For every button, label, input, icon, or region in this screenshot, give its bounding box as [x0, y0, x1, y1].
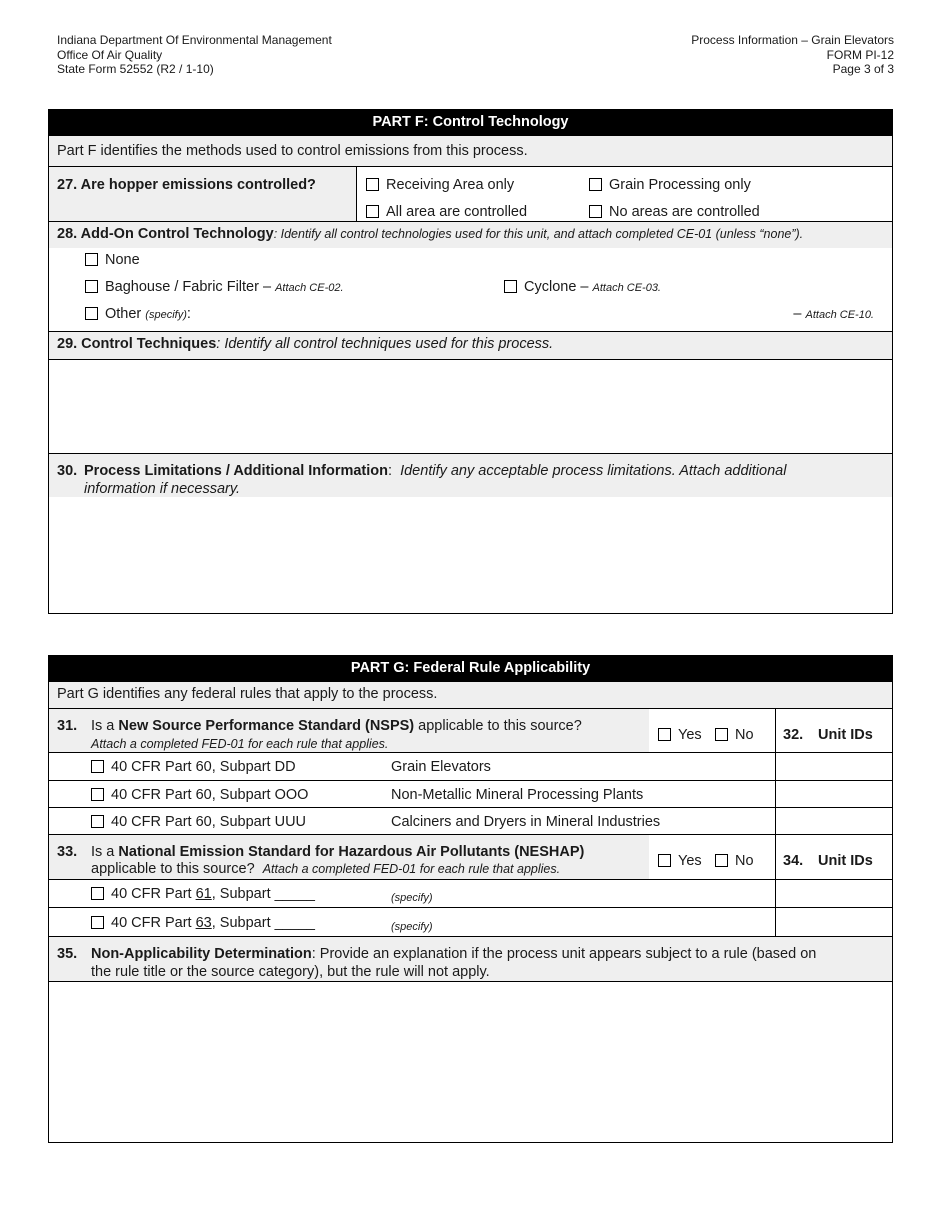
q28-row — [49, 221, 892, 331]
neshap-yes-checkbox[interactable] — [658, 854, 671, 867]
q30-number: 30. — [57, 463, 78, 479]
q33-yes[interactable]: Yes — [658, 853, 702, 870]
q27-option-all-areas[interactable]: All area are controlled — [366, 204, 527, 221]
q31-divider — [775, 709, 776, 752]
nsps-rule-dd[interactable]: 40 CFR Part 60, Subpart DD — [91, 759, 296, 776]
q32-number: 32. — [783, 727, 804, 743]
q31-yes[interactable]: Yes — [658, 727, 702, 744]
part-g-intro: Part G identifies any federal rules that apply to the process. — [57, 686, 438, 702]
q27-option-receiving[interactable]: Receiving Area only — [366, 177, 514, 194]
row-divider — [775, 781, 776, 807]
part-g-table — [48, 655, 893, 1143]
q28-option-cyclone[interactable]: Cyclone – Attach CE-03. — [504, 279, 661, 297]
part-f-title: PART F: Control Technology — [49, 110, 892, 135]
all-areas-checkbox[interactable] — [366, 205, 379, 218]
other-checkbox[interactable] — [85, 307, 98, 320]
q27-divider — [356, 167, 357, 221]
part-61-checkbox[interactable] — [91, 887, 104, 900]
q31-row — [49, 708, 892, 752]
q28-option-baghouse[interactable]: Baghouse / Fabric Filter – Attach CE-02. — [85, 279, 344, 297]
form-id: FORM PI-12 — [826, 47, 894, 62]
q30-label: Process Limitations / Additional Information: Identify any acceptable process limitations. Attach additional — [84, 463, 787, 479]
row-divider — [775, 908, 776, 936]
nsps-row — [49, 807, 892, 834]
q35-number: 35. — [57, 946, 78, 962]
part-f-table — [48, 109, 893, 614]
q35-label-row — [49, 936, 892, 981]
agency-name: Indiana Department Of Environmental Management — [57, 33, 332, 47]
nsps-desc-ooo: Non-Metallic Mineral Processing Plants — [391, 787, 644, 803]
nsps-desc-uuu: Calciners and Dryers in Mineral Industries — [391, 814, 661, 830]
q33-question: Is a National Emission Standard for Hazardous Air Pollutants (NESHAP) — [91, 844, 585, 860]
page-number: Page 3 of 3 — [832, 62, 894, 76]
part-f-intro: Part F identifies the methods used to control emissions from this process. — [57, 143, 528, 159]
q33-row — [49, 834, 892, 879]
q28-option-other[interactable]: Other (specify): — [85, 306, 191, 324]
neshap-row — [49, 879, 892, 907]
q29-label-row — [49, 331, 892, 359]
q34-number: 34. — [783, 853, 804, 869]
neshap-no-checkbox[interactable] — [715, 854, 728, 867]
part-g-title: PART G: Federal Rule Applicability — [49, 656, 892, 681]
neshap-specify-63: (specify) — [391, 921, 433, 933]
nsps-row — [49, 752, 892, 780]
q35-label: Non-Applicability Determination: Provide an explanation if the process unit appears subject to a rule (based on — [91, 946, 817, 962]
grain-processing-checkbox[interactable] — [589, 178, 602, 191]
q33-line2: applicable to this source? Attach a completed FED-01 for each rule that applies. — [91, 861, 561, 877]
nsps-rule-uuu[interactable]: 40 CFR Part 60, Subpart UUU — [91, 814, 306, 831]
nsps-rule-ooo[interactable]: 40 CFR Part 60, Subpart OOO — [91, 787, 308, 804]
none-checkbox[interactable] — [85, 253, 98, 266]
q31-number: 31. — [57, 718, 78, 734]
q27-label: 27. Are hopper emissions controlled? — [57, 177, 316, 193]
q33-number: 33. — [57, 844, 78, 860]
receiving-area-checkbox[interactable] — [366, 178, 379, 191]
no-areas-checkbox[interactable] — [589, 205, 602, 218]
form-title: Process Information – Grain Elevators — [691, 33, 894, 47]
q29-label: 29. Control Techniques: Identify all control techniques used for this process. — [57, 336, 554, 352]
row-divider — [775, 808, 776, 834]
q34-label: Unit IDs — [818, 853, 873, 869]
part-f-intro-row — [49, 135, 892, 166]
neshap-specify-61: (specify) — [391, 892, 433, 904]
part-63-checkbox[interactable] — [91, 916, 104, 929]
subpart-uuu-checkbox[interactable] — [91, 815, 104, 828]
q27-row — [49, 166, 892, 221]
nsps-desc-dd: Grain Elevators — [391, 759, 491, 775]
state-form-number: State Form 52552 (R2 / 1-10) — [57, 62, 214, 76]
q30-answer-area[interactable] — [49, 497, 892, 611]
q33-no[interactable]: No — [715, 853, 754, 870]
neshap-rule-61[interactable]: 40 CFR Part 61, Subpart _____ — [91, 886, 315, 903]
q33-divider — [775, 835, 776, 879]
row-divider — [775, 880, 776, 907]
q29-answer-area[interactable] — [49, 359, 892, 453]
q35-answer-area[interactable] — [49, 981, 892, 1141]
q27-label-cell — [49, 167, 356, 221]
cyclone-checkbox[interactable] — [504, 280, 517, 293]
nsps-no-checkbox[interactable] — [715, 728, 728, 741]
q30-label-row — [49, 453, 892, 497]
q30-instruction-line2: information if necessary. — [84, 481, 241, 497]
q28-other-attach: – Attach CE-10. — [793, 306, 874, 322]
q31-no[interactable]: No — [715, 727, 754, 744]
neshap-rule-63[interactable]: 40 CFR Part 63, Subpart _____ — [91, 915, 315, 932]
nsps-yes-checkbox[interactable] — [658, 728, 671, 741]
q35-line2: the rule title or the source category), but the rule will not apply. — [91, 964, 490, 980]
nsps-row — [49, 780, 892, 807]
form-header-left — [57, 33, 332, 77]
q27-option-grain-processing[interactable]: Grain Processing only — [589, 177, 751, 194]
office-name: Office Of Air Quality — [57, 47, 163, 62]
q32-label: Unit IDs — [818, 727, 873, 743]
row-divider — [775, 753, 776, 780]
part-g-intro-row — [49, 681, 892, 708]
q27-option-no-areas[interactable]: No areas are controlled — [589, 204, 760, 221]
q31-attach-note: Attach a completed FED-01 for each rule that applies. — [91, 737, 389, 751]
q28-option-none[interactable]: None — [85, 252, 140, 269]
subpart-ooo-checkbox[interactable] — [91, 788, 104, 801]
q28-label: 28. Add-On Control Technology: Identify all control technologies used for this unit, and attach completed CE-01 (unless “none”). — [57, 226, 804, 242]
form-header-right — [691, 33, 894, 77]
subpart-dd-checkbox[interactable] — [91, 760, 104, 773]
neshap-row — [49, 907, 892, 936]
baghouse-checkbox[interactable] — [85, 280, 98, 293]
q31-question: Is a New Source Performance Standard (NSPS) applicable to this source? — [91, 718, 582, 734]
